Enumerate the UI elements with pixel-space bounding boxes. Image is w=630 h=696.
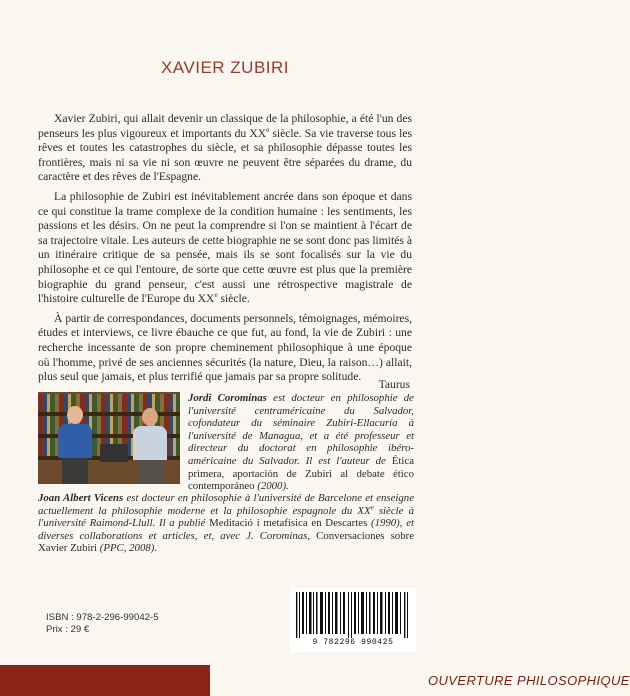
barcode-digits: 9 782296 990425 — [312, 638, 394, 647]
author-figure-right — [130, 408, 170, 484]
barcode-bars — [296, 592, 410, 638]
authors-photo — [38, 392, 180, 484]
blurb-paragraph-3 — [38, 312, 412, 385]
author-bio-1 — [188, 392, 414, 493]
bio-text: (1990), et diverses collaborations et articles, et, avec J. Corominas, — [38, 517, 414, 542]
bio-text: (2000). — [254, 480, 289, 493]
series-name: OUVERTURE PHILOSOPHIQUE — [428, 673, 630, 688]
superscript: e — [214, 291, 218, 300]
author-bio-2 — [38, 492, 414, 555]
book-title: XAVIER ZUBIRI — [160, 58, 290, 77]
superscript: e — [370, 503, 374, 511]
bio-text: est docteur en philosophie à l'université de Barcelone et enseigne actuellement la philosophie moderne et la philosophie espagnole du XX — [38, 492, 414, 517]
bio-text: siècle à l'université Raimond-Llull. Il a publié — [38, 504, 414, 530]
author-name: Joan Albert Vicens — [38, 492, 124, 504]
blurb-paragraph-1 — [38, 112, 412, 185]
book-reference: Conversaciones sobre Xavier Zubiri — [38, 529, 414, 555]
bio-text: (PPC, 2008). — [97, 542, 158, 555]
blurb-text: La philosophie de Zubiri est inévitablement ancrée dans son époque et dans ce qui constitue la trame complexe de la condition humaine : les sentiments, les passions et les désirs. On ne peut la comprendre si l'on se maintient à l'écart de sa trajectoire vitale. Les auteurs de cette biographie ne se sont donc pas limités à un itinéraire critique de sa pensée, mais ils se sont focalisés sur la vie du philosophe et ce qui l'entoure, de sorte que cette œuvre est plus que la première biographie du grand penseur, c'est aussi une rétrospective magistrale de l'histoire culturelle de l'Europe du XX — [38, 189, 412, 306]
price-text: Prix : 29 € — [46, 624, 90, 635]
book-reference: Ética primera, aportación de Zubiri al debate ético contemporáneo — [188, 454, 414, 493]
barcode — [290, 588, 416, 652]
author-figure-left — [56, 406, 94, 484]
series-label-area — [210, 665, 630, 696]
superscript: e — [266, 125, 270, 134]
picture-frames — [100, 444, 128, 462]
footer-band — [0, 665, 630, 696]
publisher-signature: Taurus — [378, 378, 410, 391]
blurb — [38, 112, 412, 390]
blurb-paragraph-2 — [38, 190, 412, 307]
blurb-text: À partir de correspondances, documents personnels, témoignages, mémoires, études et interviews, ce livre ébauche ce que fut, au fond, la vie de Zubiri : une recherche incessante de son propre cheminement philosophique à une époque où l'homme, privé de ses anciennes sécurités (la nature, Dieu, la raison…) allait, plus seul que jamais, et plus terrifié que jamais par sa propre solitude. — [38, 311, 412, 384]
book-reference: Meditació i metafísica en Descartes — [209, 517, 368, 530]
bio-text: est docteur en philosophie de l'université centraméricaine du Salvador, cofondateur du séminaire Zubiri-Ellacuría à l'université de Managua, et a été professeur et directeur du doctorat en philosophie ibéro-américaine du Salvador. Il est l'auteur de — [188, 392, 414, 467]
blurb-text: Xavier Zubiri, qui allait devenir un classique de la philosophie, a été l'un des penseurs les plus vigoureux et importants du XX — [38, 112, 412, 140]
blurb-text: siècle. Sa vie traverse tous les rêves et toutes les catastrophes du siècle, et sa philosophie dépasse toutes les frontières, mais ni sa vie ni son œuvre ne peuvent être séparées du drame, du caractère et des rêves de l'Espagne. — [38, 126, 412, 184]
author-name: Jordi Corominas — [188, 392, 267, 404]
isbn-block — [46, 612, 159, 636]
isbn-text: ISBN : 978-2-296-99042-5 — [46, 612, 159, 623]
blurb-text: siècle. — [217, 292, 250, 306]
